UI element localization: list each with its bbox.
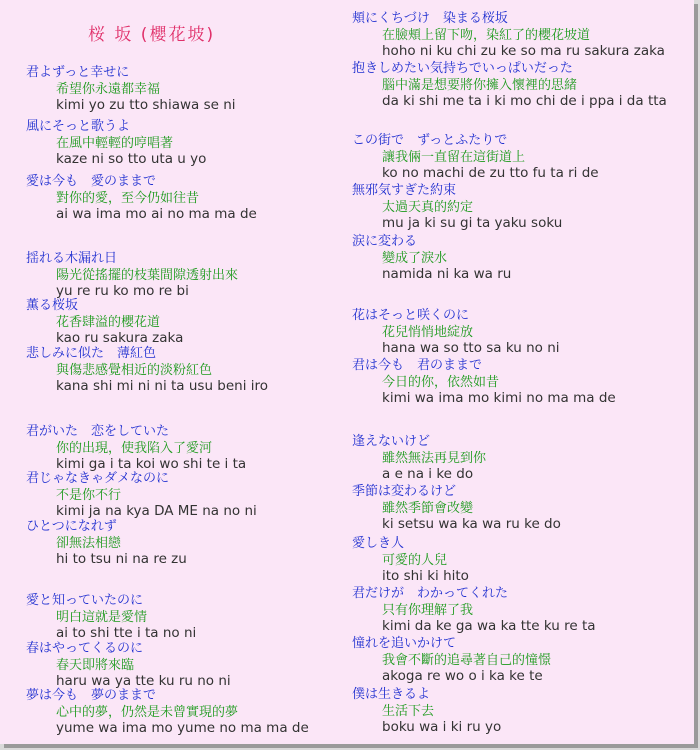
lyric-chinese: 我會不斷的追尋著自己的憧憬 bbox=[382, 652, 552, 668]
lyric-romaji: akoga re wo o i ka ke te bbox=[382, 668, 543, 684]
lyric-chinese: 陽光從搖擺的枝葉間隙透射出來 bbox=[56, 267, 239, 283]
lyric-romaji: kimi yo zu tto shiawa se ni bbox=[56, 97, 236, 113]
lyric-romaji: kimi ja na kya DA ME na no ni bbox=[56, 503, 257, 519]
lyric-chinese: 卻無法相戀 bbox=[56, 535, 122, 551]
lyric-romaji: kaze ni so tto uta u yo bbox=[56, 151, 207, 167]
lyric-romaji: ki setsu wa ka wa ru ke do bbox=[382, 516, 561, 532]
lyric-chinese: 你的出現，使我陷入了愛河 bbox=[56, 440, 213, 456]
lyric-romaji: namida ni ka wa ru bbox=[382, 266, 512, 282]
lyric-romaji: kana shi mi ni ni ta usu beni iro bbox=[56, 378, 269, 394]
lyric-japanese: 愛は今も 愛のままで bbox=[26, 174, 157, 189]
lyric-romaji: ko no machi de zu tto fu ta ri de bbox=[382, 165, 599, 181]
lyric-japanese: 君じゃなきゃダメなのに bbox=[26, 471, 170, 486]
lyric-romaji: boku wa i ki ru yo bbox=[382, 719, 502, 735]
lyric-chinese: 只有你理解了我 bbox=[382, 602, 474, 618]
lyric-chinese: 明白這就是愛情 bbox=[56, 609, 148, 625]
lyric-chinese: 在臉頰上留下吻，染紅了的櫻花坡道 bbox=[382, 27, 591, 43]
lyric-chinese: 雖然無法再見到你 bbox=[382, 450, 487, 466]
lyric-japanese: 僕は生きるよ bbox=[352, 687, 431, 702]
lyric-chinese: 希望你永遠都幸福 bbox=[56, 81, 161, 97]
lyric-romaji: ito shi ki hito bbox=[382, 568, 469, 584]
lyric-romaji: hana wa so tto sa ku no ni bbox=[382, 340, 560, 356]
lyric-chinese: 花香肆溢的櫻花道 bbox=[56, 314, 161, 330]
lyric-japanese: 薫る桜坂 bbox=[26, 298, 79, 313]
lyric-romaji: yume wa ima mo yume no ma ma de bbox=[56, 720, 309, 736]
lyric-japanese: 季節は変わるけど bbox=[352, 484, 457, 499]
page-title: 桜 坂 (櫻花坡) bbox=[88, 25, 216, 45]
lyric-japanese: 頬にくちづけ 染まる桜坂 bbox=[352, 11, 508, 26]
lyric-japanese: 愛しき人 bbox=[352, 536, 405, 551]
lyric-chinese: 花兒悄悄地綻放 bbox=[382, 324, 474, 340]
lyric-romaji: hi to tsu ni na re zu bbox=[56, 551, 187, 567]
lyric-chinese: 變成了淚水 bbox=[382, 250, 448, 266]
lyric-chinese: 心中的夢，仍然是未曾實現的夢 bbox=[56, 704, 239, 720]
lyric-japanese: 揺れる木漏れ日 bbox=[26, 251, 118, 266]
lyric-japanese: 花はそっと咲くのに bbox=[352, 308, 470, 323]
lyric-romaji: ai wa ima mo ai no ma ma de bbox=[56, 206, 257, 222]
lyric-romaji: hoho ni ku chi zu ke so ma ru sakura zaka bbox=[382, 43, 665, 59]
lyric-chinese: 讓我倆一直留在這街道上 bbox=[382, 149, 526, 165]
lyric-chinese: 不是你不行 bbox=[56, 487, 122, 503]
lyric-chinese: 對你的愛，至今仍如往昔 bbox=[56, 190, 200, 206]
lyric-chinese: 與傷悲感覺相近的淡粉紅色 bbox=[56, 362, 213, 378]
lyric-chinese: 在風中輕輕的哼唱著 bbox=[56, 135, 174, 151]
lyric-chinese: 生活下去 bbox=[382, 703, 435, 719]
lyric-japanese: 憧れを追いかけて bbox=[352, 636, 457, 651]
lyric-japanese: 涙に変わる bbox=[352, 234, 418, 249]
lyric-romaji: kimi ga i ta koi wo shi te i ta bbox=[56, 456, 247, 472]
lyric-japanese: 夢は今も 夢のままで bbox=[26, 688, 157, 703]
lyric-japanese: この街で ずっとふたりで bbox=[352, 133, 508, 148]
lyric-japanese: 無邪気すぎた約束 bbox=[352, 183, 457, 198]
lyric-chinese: 今日的你，依然如昔 bbox=[382, 374, 500, 390]
lyric-romaji: yu re ru ko mo re bi bbox=[56, 283, 189, 299]
lyric-romaji: kao ru sakura zaka bbox=[56, 330, 184, 346]
lyric-chinese: 腦中滿是想要將你擁入懷裡的思緒 bbox=[382, 77, 578, 93]
lyric-japanese: ひとつになれず bbox=[26, 519, 117, 534]
lyric-romaji: ai to shi tte i ta no ni bbox=[56, 625, 197, 641]
lyric-japanese: 愛と知っていたのに bbox=[26, 593, 144, 608]
lyric-japanese: 君は今も 君のままで bbox=[352, 358, 483, 373]
lyric-japanese: 君がいた 恋をしていた bbox=[26, 424, 170, 439]
lyric-japanese: 君よずっと幸せに bbox=[26, 65, 130, 80]
lyric-chinese: 春天即將來臨 bbox=[56, 657, 135, 673]
lyric-romaji: da ki shi me ta i ki mo chi de i ppa i da tta bbox=[382, 93, 667, 109]
lyric-japanese: 春はやってくるのに bbox=[26, 641, 144, 656]
lyric-japanese: 逢えないけど bbox=[352, 434, 431, 449]
lyric-chinese: 太過天真的約定 bbox=[382, 199, 474, 215]
lyric-romaji: kimi wa ima mo kimi no ma ma de bbox=[382, 390, 616, 406]
lyric-romaji: mu ja ki su gi ta yaku soku bbox=[382, 215, 563, 231]
lyric-romaji: a e na i ke do bbox=[382, 466, 474, 482]
lyric-japanese: 悲しみに似た 薄紅色 bbox=[26, 346, 157, 361]
lyric-chinese: 雖然季節會改變 bbox=[382, 500, 474, 516]
lyric-japanese: 抱きしめたい気持ちでいっぱいだった bbox=[352, 61, 573, 76]
lyric-japanese: 君だけが わかってくれた bbox=[352, 586, 509, 601]
lyric-japanese: 風にそっと歌うよ bbox=[26, 119, 131, 134]
lyric-romaji: kimi da ke ga wa ka tte ku re ta bbox=[382, 618, 596, 634]
lyric-chinese: 可愛的人兒 bbox=[382, 552, 448, 568]
lyric-romaji: haru wa ya tte ku ru no ni bbox=[56, 673, 231, 689]
